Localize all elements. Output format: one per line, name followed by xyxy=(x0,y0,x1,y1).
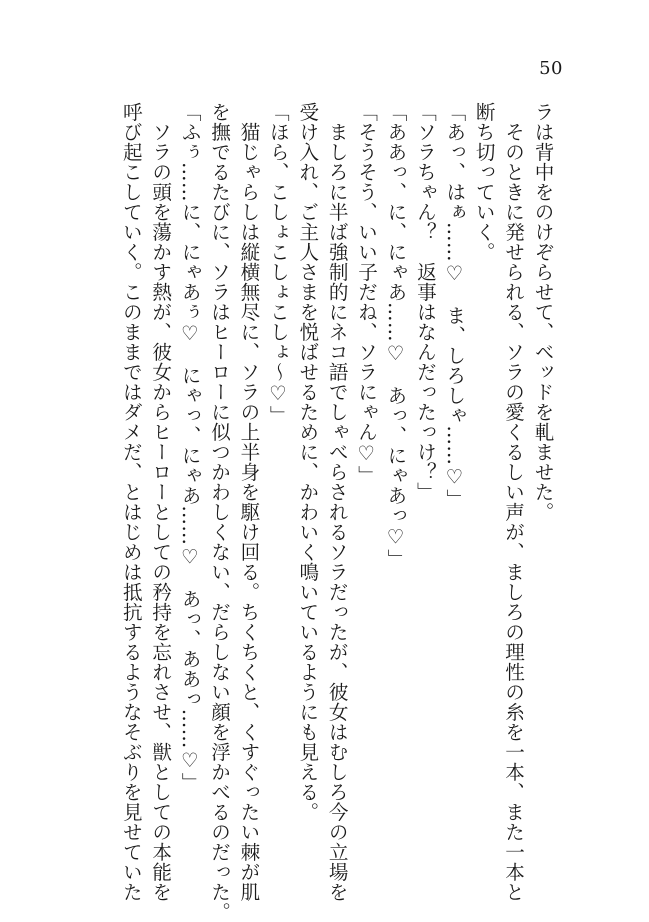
text-line: そのときに発せられる、ソラの愛くるしい声が、ましろの理性の糸を一本、また一本と xyxy=(501,102,525,902)
text-line: 「あっ、はぁ……♡ ま、しろしゃ……♡」 xyxy=(442,102,466,509)
text-line: 呼び起こしていく。このままではダメだ、とはじめは抵抗するようなそぶりを見せていた xyxy=(119,102,143,902)
text-line: 猫じゃらしは縦横無尽に、ソラの上半身を駆け回る。ちくちくと、くすぐったい棘が肌 xyxy=(236,102,260,902)
text-line: 断ち切っていく。 xyxy=(472,102,496,262)
text-line: 受け入れ、ご主人さまを悦ばせるために、かわいく鳴いているようにも見える。 xyxy=(295,102,319,822)
page-number: 50 xyxy=(539,58,563,79)
text-line: ソラの頭を蕩かす熱が、彼女からヒーローとしての矜持を忘れさせ、獣としての本能を xyxy=(148,102,172,902)
text-line: 「ほら、こしょこしょこしょ〜♡」 xyxy=(266,102,290,426)
text-line: を撫でるたびに、ソラはヒーローに似つかわしくない、だらしない顔を浮かべるのだった。 xyxy=(207,102,231,922)
body-text xyxy=(119,102,557,922)
text-line: 「ふぅ……に、にゃあぅ♡ にゃっ、にゃあ……♡ あっ、ああっ……♡」 xyxy=(178,102,202,793)
text-line: 「ソラちゃん？ 返事はなんだったっけ？」 xyxy=(413,102,437,502)
text-line: ラは背中をのけぞらせて、ベッドを軋ませた。 xyxy=(531,102,554,522)
text-line: ましろに半ば強制的にネコ語でしゃべらされるソラだったが、彼女はむしろ今の立場を xyxy=(325,102,349,902)
text-line: 「そうそう、いい子だね、ソラにゃん♡」 xyxy=(354,102,378,486)
text-line: 「ああっ、に、にゃあ……♡ あっ、にゃあっ♡」 xyxy=(383,102,407,569)
